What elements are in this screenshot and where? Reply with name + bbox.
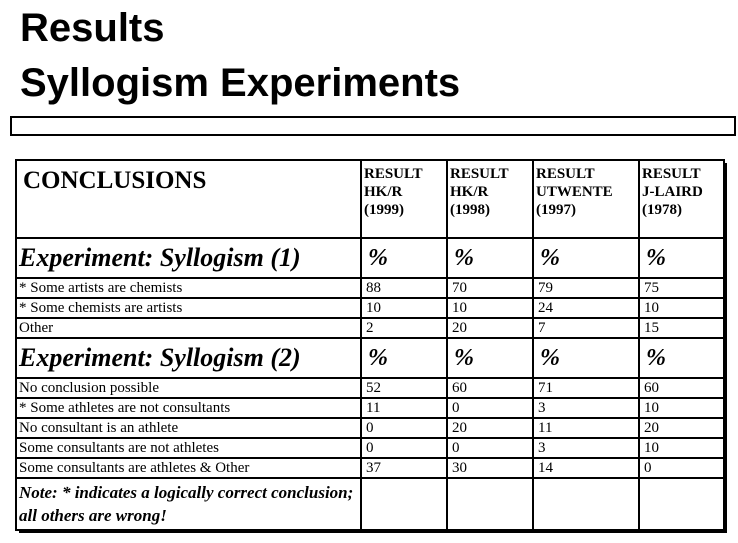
result-value: 20 [447,418,533,438]
result-value: 10 [361,298,447,318]
percent-unit: % [533,238,639,278]
table-row [16,458,724,478]
conclusion-label: No consultant is an athlete [16,418,361,438]
percent-unit: % [639,338,724,378]
result-value: 10 [639,438,724,458]
table-row [16,278,724,298]
result-value: 79 [533,278,639,298]
result-value: 60 [639,378,724,398]
column-header-hkr-1999 [361,160,447,238]
table-row [16,438,724,458]
column-header-line: J-LAIRD [642,184,703,200]
table-row [16,298,724,318]
conclusion-label: * Some chemists are artists [16,298,361,318]
result-value: 2 [361,318,447,338]
conclusions-header: CONCLUSIONS [16,160,361,238]
result-value: 70 [447,278,533,298]
conclusion-label: No conclusion possible [16,378,361,398]
column-header-line: UTWENTE [536,184,613,200]
empty-cell [533,478,639,530]
column-header-line: (1998) [450,202,490,218]
column-header-line: RESULT [642,166,701,182]
section-header-row [16,338,724,378]
table-header-row [16,160,724,238]
table-row [16,378,724,398]
table-row [16,398,724,418]
result-value: 14 [533,458,639,478]
result-value: 0 [361,418,447,438]
slide-subtitle: Syllogism Experiments [20,61,461,105]
result-value: 0 [639,458,724,478]
result-value: 20 [447,318,533,338]
conclusion-label: * Some artists are chemists [16,278,361,298]
result-value: 10 [639,298,724,318]
column-header-line: RESULT [364,166,423,182]
conclusion-label: * Some athletes are not consultants [16,398,361,418]
result-value: 0 [361,438,447,458]
percent-unit: % [447,238,533,278]
result-value: 11 [361,398,447,418]
result-value: 60 [447,378,533,398]
table-row [16,318,724,338]
slide-title: Results [20,6,165,50]
result-value: 37 [361,458,447,478]
result-value: 15 [639,318,724,338]
column-header-jlaird-1978 [639,160,724,238]
column-header-line: RESULT [450,166,509,182]
result-value: 0 [447,398,533,418]
note-row [16,478,724,530]
result-value: 30 [447,458,533,478]
result-value: 52 [361,378,447,398]
title-divider-bar [10,116,736,136]
column-header-line: (1997) [536,202,576,218]
result-value: 3 [533,398,639,418]
result-value: 24 [533,298,639,318]
conclusion-label: Some consultants are athletes & Other [16,458,361,478]
result-value: 11 [533,418,639,438]
percent-unit: % [361,338,447,378]
column-header-line: RESULT [536,166,595,182]
column-header-line: (1978) [642,202,682,218]
results-table [15,159,725,531]
column-header-hkr-1998 [447,160,533,238]
result-value: 7 [533,318,639,338]
result-value: 75 [639,278,724,298]
footnote: Note: * indicates a logically correct conclusion; all others are wrong! [16,478,361,530]
result-value: 10 [639,398,724,418]
result-value: 71 [533,378,639,398]
percent-unit: % [447,338,533,378]
empty-cell [447,478,533,530]
result-value: 0 [447,438,533,458]
result-value: 88 [361,278,447,298]
column-header-line: HK/R [364,184,403,200]
result-value: 3 [533,438,639,458]
column-header-line: (1999) [364,202,404,218]
table-row [16,418,724,438]
percent-unit: % [533,338,639,378]
conclusion-label: Some consultants are not athletes [16,438,361,458]
section-label: Experiment: Syllogism (1) [16,238,361,278]
empty-cell [361,478,447,530]
percent-unit: % [639,238,724,278]
result-value: 10 [447,298,533,318]
column-header-line: HK/R [450,184,489,200]
empty-cell [639,478,724,530]
column-header-utwente-1997 [533,160,639,238]
result-value: 20 [639,418,724,438]
percent-unit: % [361,238,447,278]
section-header-row [16,238,724,278]
conclusion-label: Other [16,318,361,338]
section-label: Experiment: Syllogism (2) [16,338,361,378]
